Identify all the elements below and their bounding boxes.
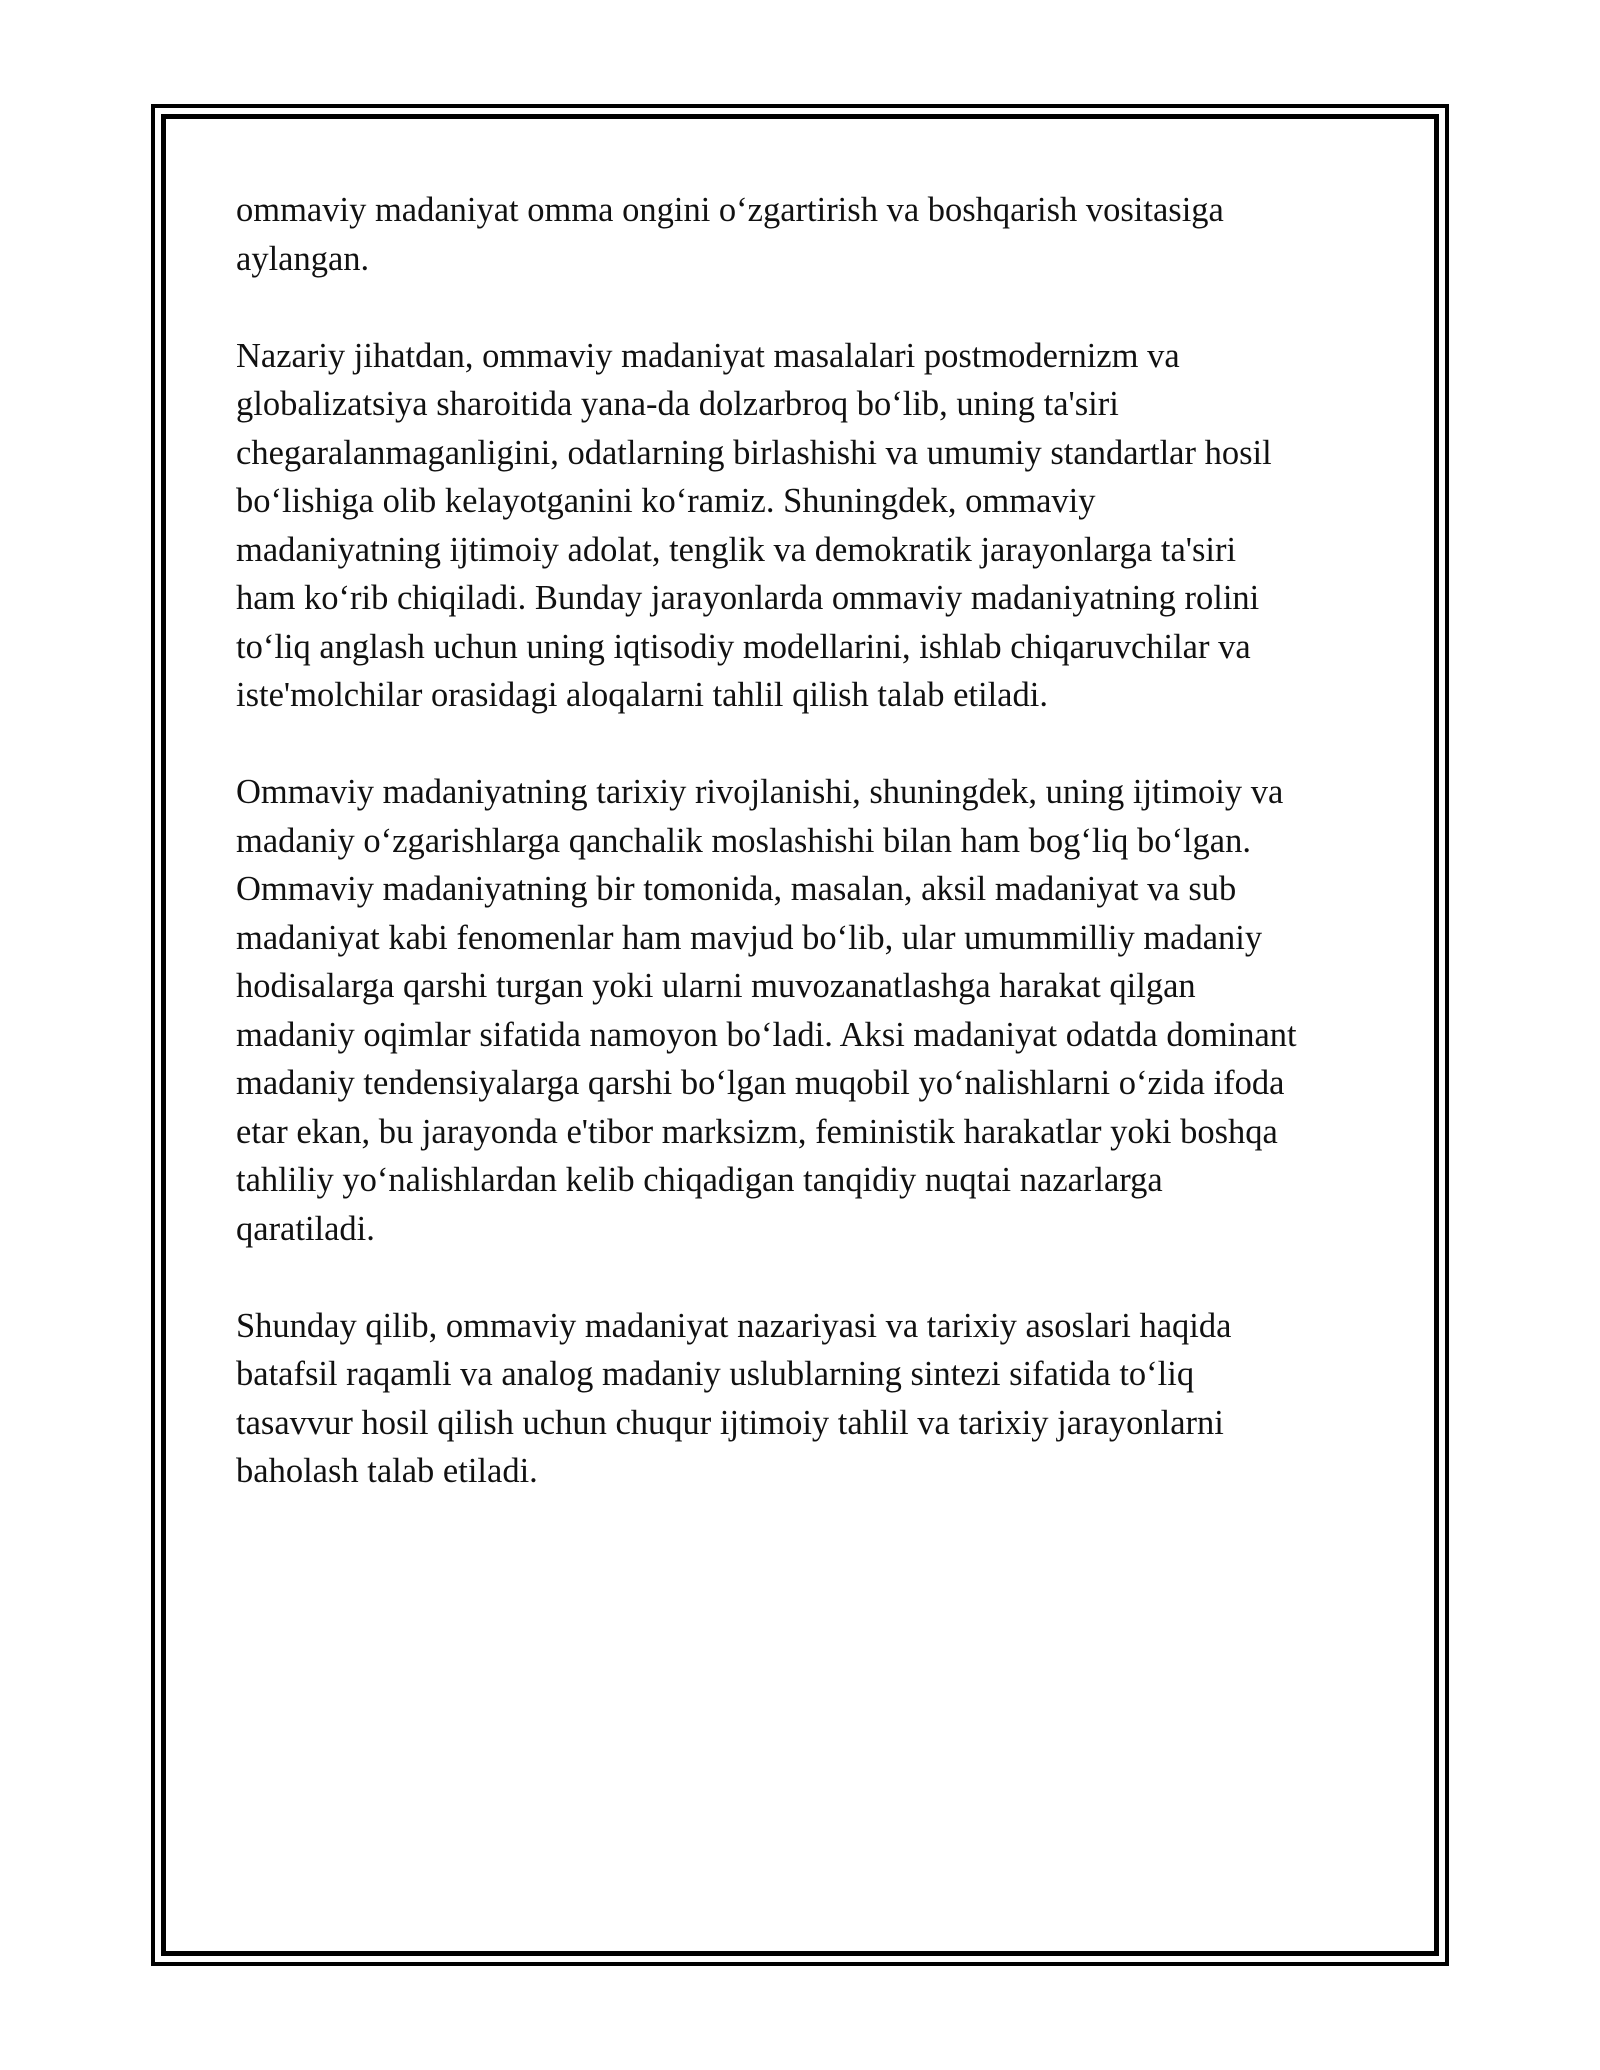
paragraph-1: ommaviy madaniyat omma ongini oʻzgartirish va boshqarish vositasiga aylangan. [236,191,1224,278]
paragraph-2: Nazariy jihatdan, ommaviy madaniyat masalalari postmodernizm va globalizatsiya sharoitida yana-da dolzarbroq boʻlib, uning ta'siri chegaralanmaganligini, odatlarning birlashishi va umumiy standartlar hosil boʻlishiga olib kelayotganini koʻramiz. Shuningdek, ommaviy madaniyatning ijtimoiy adolat, tenglik va demokratik jarayonlarga ta'siri ham koʻrib chiqiladi. Bunday jarayonlarda ommaviy madaniyatning rolini toʻliq anglash uchun uning iqtisodiy modellarini, ishlab chiqaruvchilar va iste'molchilar orasidagi aloqalarni tahlil qilish talab etiladi. [236,336,1272,714]
paragraph-4: Shunday qilib, ommaviy madaniyat nazariyasi va tarixiy asoslari haqida batafsil raqamli va analog madaniy uslublarning sintezi sifatida toʻliq tasavvur hosil qilish uchun chuqur ijtimoiy tahlil va tarixiy jarayonlarni baholash talab etiladi. [236,1306,1232,1490]
paragraph-3: Ommaviy madaniyatning tarixiy rivojlanishi, shuningdek, uning ijtimoiy va madaniy oʻzgarishlarga qanchalik moslashishi bilan ham bogʻliq boʻlgan. Ommaviy madaniyatning bir tomonida, masalan, aksil madaniyat va sub madaniyat kabi fenomenlar ham mavjud boʻlib, ular umummilliy madaniy hodisalarga qarshi turgan yoki ularni muvozanatlashga harakat qilgan madaniy oqimlar sifatida namoyon boʻladi. Aksi madaniyat odatda dominant madaniy tendensiyalarga qarshi boʻlgan muqobil yoʻnalishlarni oʻzida ifoda etar ekan, bu jarayonda e'tibor marksizm, feministik harakatlar yoki boshqa tahliliy yoʻnalishlardan kelib chiqadigan tanqidiy nuqtai nazarlarga qaratiladi. [236,773,1297,1248]
document-body [236,186,1376,1544]
